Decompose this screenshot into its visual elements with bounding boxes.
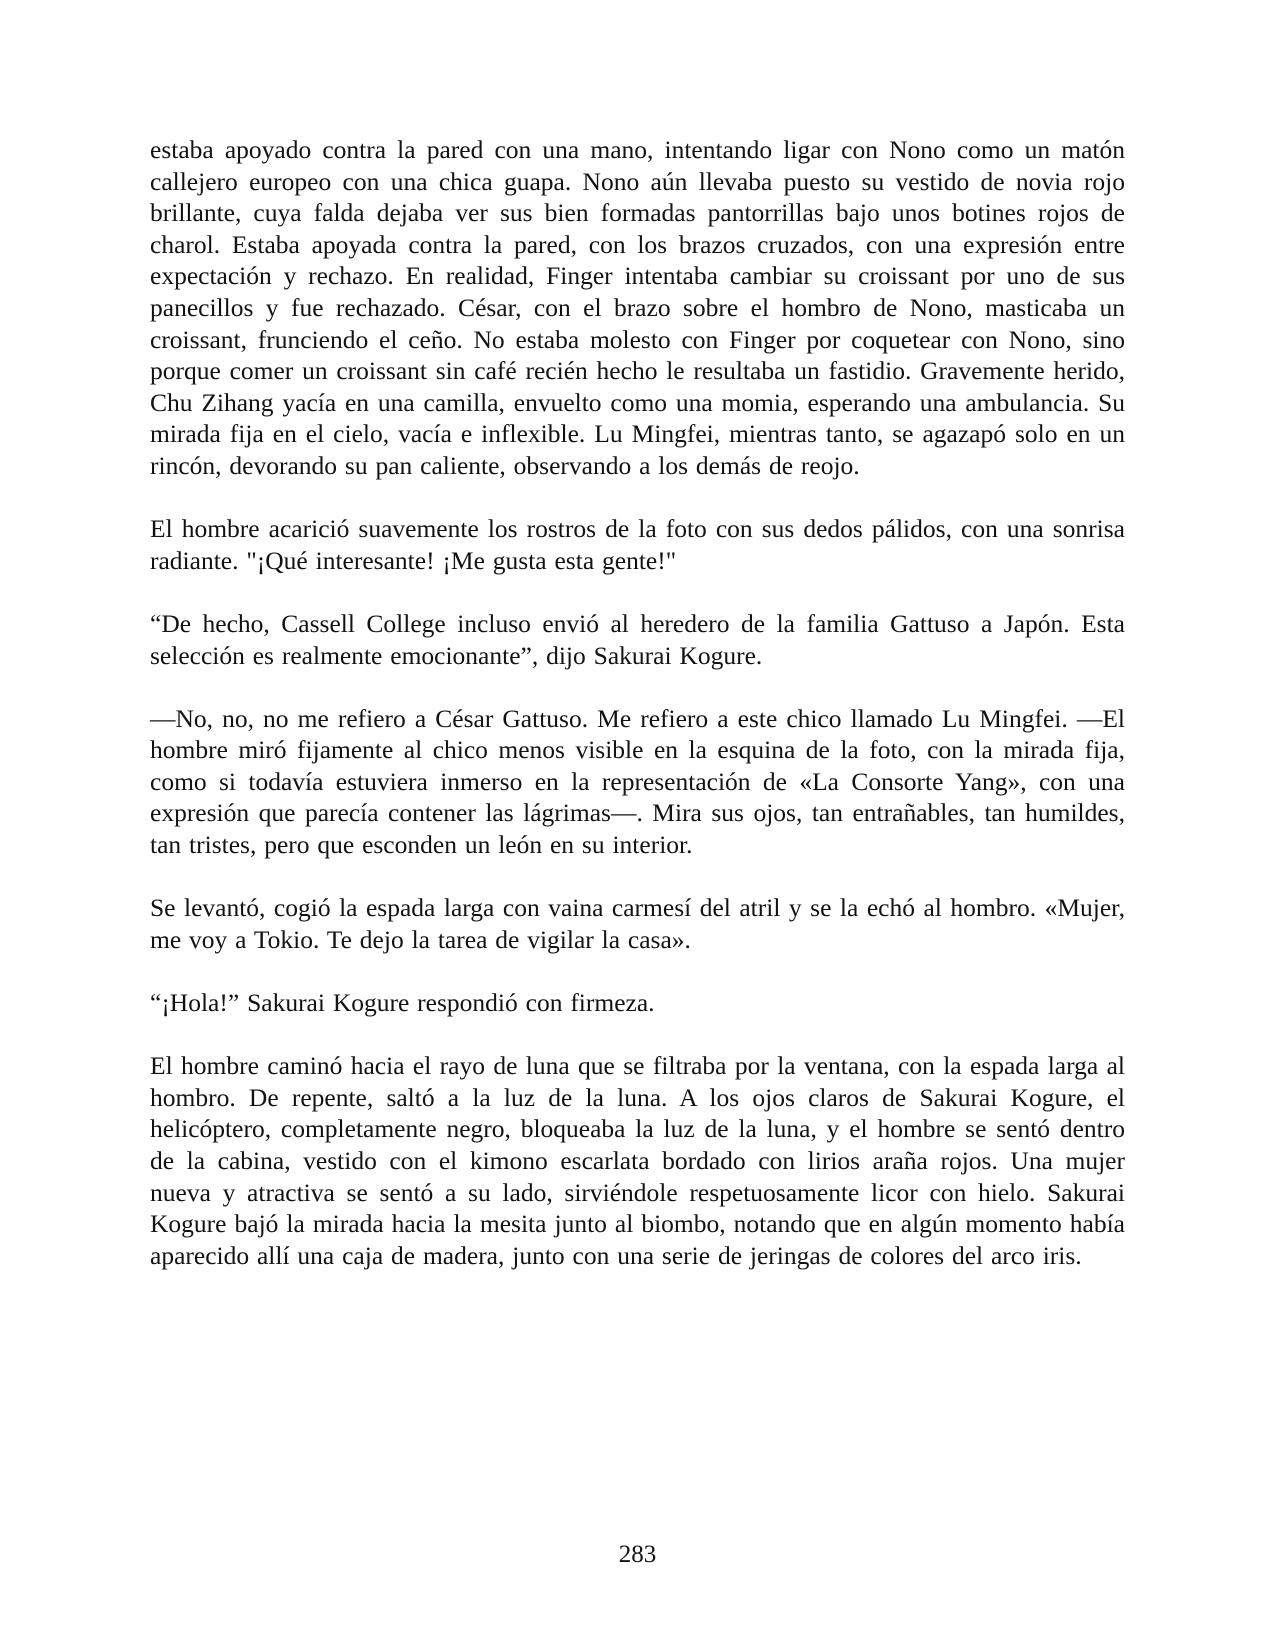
paragraph-3: “De hecho, Cassell College incluso envió al heredero de la familia Gattuso a Japón. Esta selección es realmente emocionante”, dijo Sakurai Kogure. bbox=[150, 608, 1125, 670]
paragraph-6: “¡Hola!” Sakurai Kogure respondió con firmeza. bbox=[150, 988, 655, 1018]
paragraph-7: El hombre caminó hacia el rayo de luna que se filtraba por la ventana, con la espada larga al hombro. De repente, saltó a la luz de la luna. A los ojos claros de Sakurai Kogure, el helicóptero, completamente negro, bloqueaba la luz de la luna, y el hombre se sentó dentro de la cabina, vestido con el kimono escarlata bordado con lirios araña rojos. Una mujer nueva y atractiva se sentó a su lado, sirviéndole respetuosamente licor con hielo. Sakurai Kogure bajó la mirada hacia la mesita junto al biombo, notando que en algún momento había aparecido allí una caja de madera, junto con una serie de jeringas de colores del arco iris. bbox=[150, 1051, 1125, 1270]
paragraph-5: Se levantó, cogió la espada larga con vaina carmesí del atril y se la echó al hombro. «Mujer, me voy a Tokio. Te dejo la tarea de vigilar la casa». bbox=[150, 893, 1125, 954]
paragraph-2: El hombre acarició suavemente los rostros de la foto con sus dedos pálidos, con una sonrisa radiante. "¡Qué interesante! ¡Me gusta esta gente!" bbox=[150, 514, 1125, 575]
paragraph-1: estaba apoyado contra la pared con una mano, intentando ligar con Nono como un matón callejero europeo con una chica guapa. Nono aún llevaba puesto su vestido de novia rojo brillante, cuya falda dejaba ver sus bien formadas pantorrillas bajo unos botines rojos de charol. Estaba apoyada contra la pared, con los brazos cruzados, con una expresión entre expectación y rechazo. En realidad, Finger intentaba cambiar su croissant por uno de sus panecillos y fue rechazado. César, con el brazo sobre el hombro de Nono, masticaba un croissant, frunciendo el ceño. No estaba molesto con Finger por coquetear con Nono, sino porque comer un croissant sin café recién hecho le resultaba un fastidio. Gravemente herido, Chu Zihang yacía en una camilla, envuelto como una momia, esperando una ambulancia. Su mirada fija en el cielo, vacía e inflexible. Lu Mingfei, mientras tanto, se agazapó solo en un rincón, devorando su pan caliente, observando a los demás de reojo. bbox=[150, 135, 1125, 480]
page-number: 283 bbox=[618, 1541, 657, 1568]
paragraph-4: —No, no, no me refiero a César Gattuso. Me refiero a este chico llamado Lu Mingfei. —El hombre miró fijamente al chico menos visible en la esquina de la foto, con la mirada fija, como si todavía estuviera inmerso en la representación de «La Consorte Yang», con una expresión que parecía contener las lágrimas—. Mira sus ojos, tan entrañables, tan humildes, tan tristes, pero que esconden un león en su interior. bbox=[150, 703, 1125, 860]
body-text bbox=[150, 134, 1125, 1271]
